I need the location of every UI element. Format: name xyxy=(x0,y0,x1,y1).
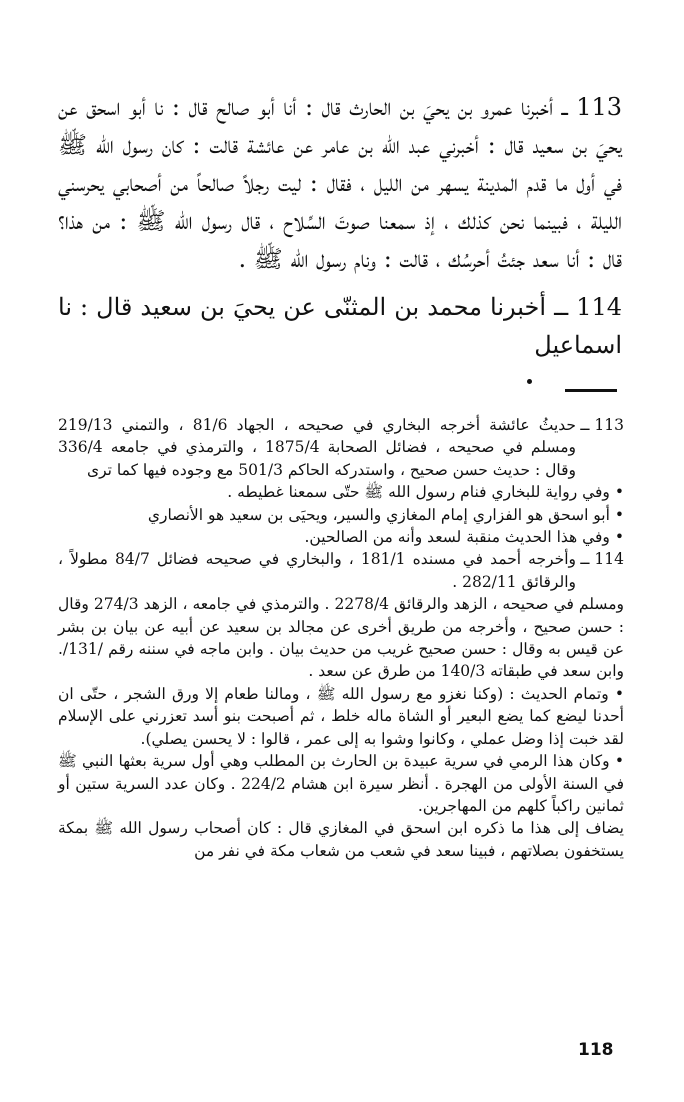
main-text-block xyxy=(58,88,622,364)
hadith-113: 113 ــ أخبرنا عمرو بن يحيَ بن الحارث قال : أنا أبو صالح قال : نا أبو اسحق عن يحيَ بن سعيد قال : أخبرني عبد الله بن عامر عن عائشة قالت : كان رسول الله ﷺ في أول ما قدم المدينة يسهر من الليل ، فقال : ليت رجلاً صالحاً من أصحابي يحرسني الليلة ، فبينما نحن كذلك ، إذ سمعنا صوتَ السِّلاح ، قال رسول الله ﷺ : من هذا؟ قال : أنا سعد جئتُ أحرسُك ، قالت : ونام رسول الله ﷺ . xyxy=(58,93,622,273)
footnote-number: 113 ــ xyxy=(580,416,624,434)
footnote-bullet: • أبو اسحق هو الفزاري إمام المغازي والسير، ويحيَى بن سعيد هو الأنصاري xyxy=(147,505,624,524)
hadith-text xyxy=(58,88,622,364)
page-number: 118 xyxy=(578,1040,614,1060)
footnotes xyxy=(58,414,624,862)
hadith-114: 114 ــ أخبرنا محمد بن المثنّى عن يحيَ بن سعيد قال : نا اسماعيل xyxy=(58,293,622,359)
footnote-text: وأخرجه أحمد في مسنده 181/1 ، والبخاري في صحيحه فضائل 84/7 مطولاً ، والرقائق 282/11 . xyxy=(58,550,576,591)
footnote-text: حديثُ عائشة أخرجه البخاري في صحيحه ، الجهاد 81/6 ، والتمني 219/13 ومسلم في صحيحه ، فضائل الصحابة 1875/4 ، والترمذي في جامعه 336/4 وقال : حديث حسن صحيح ، واستدركه الحاكم 501/3 مع وجوده فيها كما ترى xyxy=(58,416,576,479)
footnote-113 xyxy=(58,414,624,548)
footnote-number: 114 ــ xyxy=(580,550,624,569)
footnote-bullet: • وكان هذا الرمي في سرية عبيدة بن الحارث بن المطلب وهي أول سرية بعثها النبي ﷺ في السنة الأولى من الهجرة . أنظر سيرة ابن هشام 224/2 . وكان عدد السرية ستين أو ثمانين راكباً كلهم من المهاجرين. xyxy=(58,752,624,815)
footnote-bullet: • وفي هذا الحديث منقبة لسعد وأنه من الصالحين. xyxy=(304,528,624,547)
footnote-paragraph: يضاف إلى هذا ما ذكره ابن اسحق في المغازي قال : كان أصحاب رسول الله ﷺ بمكة يستخفون بصلاتهم ، فبينا سعد في شعب من شعاب مكة في نفر من xyxy=(58,819,624,860)
footnote-bullet: • وتمام الحديث : (وكنا نغزو مع رسول الله ﷺ ، ومالنا طعام إلا ورق الشجر ، حتّى ان أحدنا ليضع كما يضع البعير أو الشاة ماله خلط ، ثم أصبحت بنو أسد تعزرني على الإسلام لقد خبت إذا وضل عملي ، وكانوا وشوا به إلى عمر ، قالوا : لا يحسن يصلي). xyxy=(58,684,624,748)
footnote-bullet: • وفي رواية للبخاري فنام رسول الله ﷺ حتّى سمعنا غطيطه . xyxy=(227,483,624,502)
footnote-114-head xyxy=(58,548,624,593)
footnote-113-head xyxy=(58,414,624,481)
section-dot xyxy=(527,379,532,384)
footnote-114 xyxy=(58,548,624,862)
footnote-separator xyxy=(565,389,617,392)
footnote-paragraph: ومسلم في صحيحه ، الزهد والرقائق 2278/4 . والترمذي في جامعه ، الزهد 274/3 وقال : حسن صحيح ، وأخرجه من طريق أخرى عن مجالد بن سعيد عن أبيه عن بيان بن بشر عن قيس به وقال : حسن صحيح غريب من حديث بيان . وابن ماجه في سننه رقم /131/. وابن سعد في طبقاته 140/3 من طرق عن سعد . xyxy=(58,595,624,681)
